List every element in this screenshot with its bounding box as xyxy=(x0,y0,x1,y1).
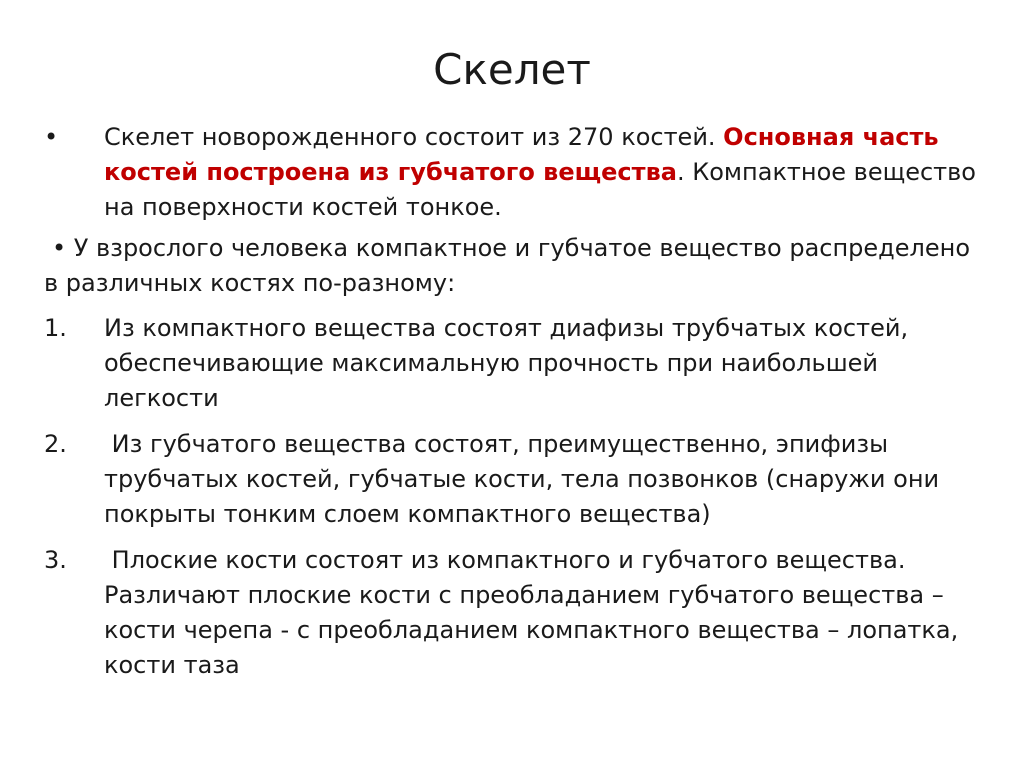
bullet-paragraph xyxy=(44,120,980,225)
paragraph-text-end: . Компактное вещество на поверхности костей тонкое. xyxy=(104,158,976,221)
list-item xyxy=(44,543,980,683)
list-item-text: Из губчатого вещества состоят, преимущественно, эпифизы трубчатых костей, губчатые кости, тела позвонков (снаружи они покрыты тонким слоем компактного вещества) xyxy=(104,430,947,528)
highlighted-text: Основная часть костей построена из губчатого вещества xyxy=(104,123,939,186)
list-item xyxy=(44,427,980,532)
list-item xyxy=(44,311,980,416)
list-item-number: 3. xyxy=(44,546,67,574)
list-item-number: 2. xyxy=(44,430,67,458)
slide-title: Скелет xyxy=(433,45,591,94)
list-item-text: Из компактного вещества состоят диафизы трубчатых костей, обеспечивающие максимальную прочность при наибольшей легкости xyxy=(104,314,909,412)
list-item-number: 1. xyxy=(44,314,67,342)
bullet-marker: • xyxy=(44,123,59,151)
paragraph-text-start: Скелет новорожденного состоит из 270 костей. xyxy=(104,123,724,151)
list-item-text: Плоские кости состоят из компактного и губчатого вещества. Различают плоские кости с преобладанием губчатого вещества – кости черепа - с преобладанием компактного вещества – лопатка, кости таза xyxy=(104,546,966,679)
slide-body xyxy=(44,120,980,694)
intro-paragraph: • У взрослого человека компактное и губчатое вещество распределено в различных костях по-разному: xyxy=(44,234,971,297)
